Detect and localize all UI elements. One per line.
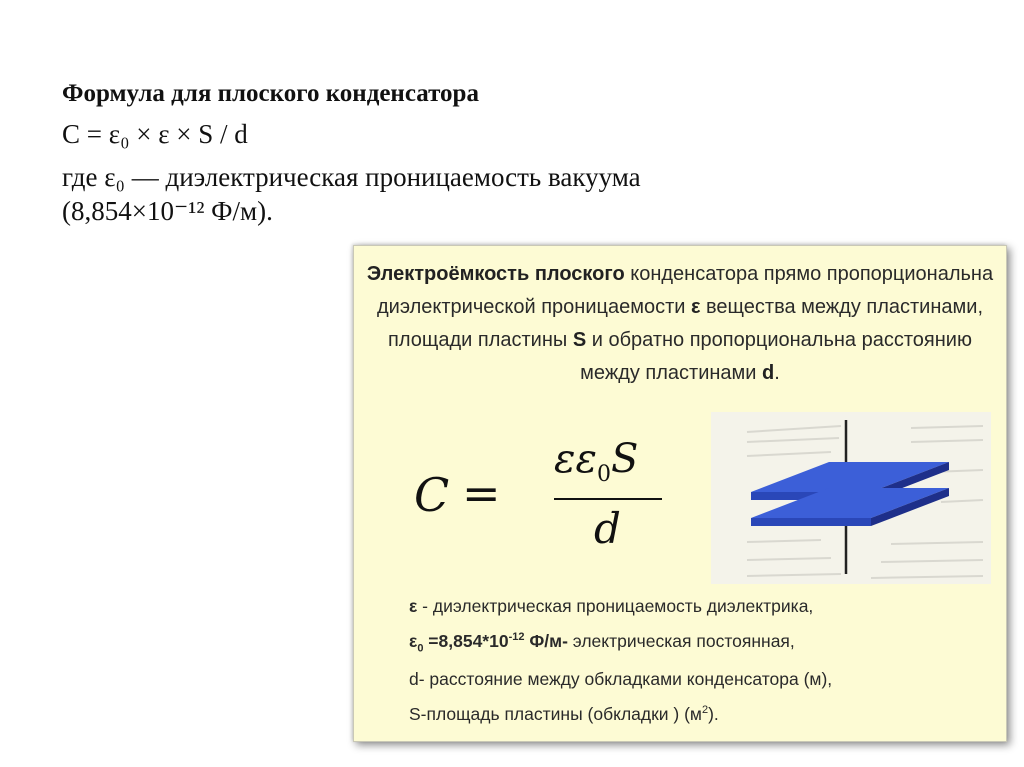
legend <box>409 591 999 730</box>
capacitor-diagram <box>711 412 991 584</box>
legend-line-2 <box>409 622 999 664</box>
legend-area-text: S-площадь пластины (обкладки ) (м <box>409 704 702 725</box>
intro-d: d <box>762 362 775 384</box>
legend-line-1 <box>409 591 999 622</box>
legend-epsilon-text: - диэлектрическая проницаемость диэлектрика, <box>417 596 814 616</box>
slide-heading: Формула для плоского конденсатора <box>62 80 479 107</box>
legend-epsilon0-unit: Ф/м- <box>524 630 568 651</box>
intro-bold-title: Электроёмкость плоского <box>366 263 625 285</box>
epsilon-value: (8,854×10⁻¹² Ф/м). <box>62 196 273 226</box>
legend-epsilon0: ε <box>409 630 418 651</box>
formula-numerator <box>554 436 638 487</box>
legend-line-4 <box>409 695 999 730</box>
intro-text-2: вещества между пластинами, площади пластины <box>388 296 983 351</box>
formula-equals: = <box>462 466 501 520</box>
fraction-bar <box>554 498 662 500</box>
legend-area-sup: 2 <box>701 704 709 717</box>
slide-text <box>62 78 882 228</box>
explanation-card <box>353 245 1007 742</box>
numerator-epsilons: εε <box>554 436 597 482</box>
legend-epsilon0-sub: 0 <box>417 642 424 655</box>
legend-epsilon0-text: электрическая постоянная, <box>567 630 795 651</box>
legend-line-3: d- расстояние между обкладками конденсатора (м), <box>409 669 833 690</box>
capacitor-formula: C = ε₀ × ε × S / d <box>62 119 248 149</box>
legend-epsilon0-exp: -12 <box>508 631 525 643</box>
formula-lhs: C <box>414 468 450 522</box>
legend-area-end: ). <box>708 704 719 725</box>
epsilon-description: где ε₀ — диэлектрическая проницаемость вакуума <box>62 162 641 192</box>
legend-epsilon: ε <box>409 596 418 616</box>
numerator-sub: 0 <box>596 462 611 487</box>
numerator-s: S <box>610 436 639 482</box>
intro-s: S <box>572 329 587 351</box>
intro-text-3: и обратно пропорциональна расстоянию между пластинами <box>580 329 972 384</box>
intro-text-4: . <box>774 362 780 384</box>
big-formula <box>404 436 644 586</box>
intro-text-1: конденсатора прямо пропорциональна диэлектрической проницаемости <box>377 263 994 318</box>
intro-epsilon: ε <box>690 296 701 318</box>
card-intro-text <box>364 258 996 390</box>
formula-denominator: d <box>594 504 621 553</box>
legend-epsilon0-value: =8,854*10 <box>423 630 509 651</box>
